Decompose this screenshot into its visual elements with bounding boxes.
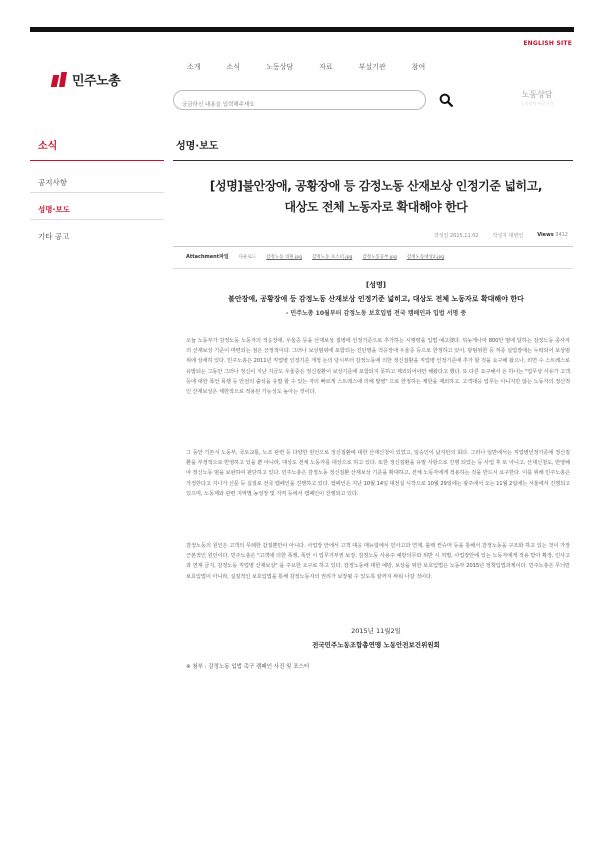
view-count: 3412 <box>555 232 568 238</box>
nav-item-participate[interactable]: 참여 <box>411 63 426 71</box>
document-subhead: - 민주노총 10월부터 감정노동 보호입법 전국 캠페인과 입법 서명 중 <box>285 310 467 317</box>
sidebar-title: 소식 <box>38 141 58 152</box>
attachment-label: Attachment파일 <box>186 254 229 260</box>
attachment-file[interactable]: 감정노동대상2.jpg <box>406 254 445 260</box>
author-label: 작성자 <box>492 233 508 239</box>
body-paragraph: 감정노동의 원인은 고객의 무례한 갑질뿐만이 아니다. 사업장 안에서 고객 대응 매뉴얼에서 민사고과 연계, 블랙 컨슈머 등을 통해서 감정노동을 구조화 하고 있는 것이 가장 근본적인 원인이다. 민주노총은 "고객에 의한 폭행, 폭언 시 업무거부권 보장, 감정노동 사용주 예방의무와 위반 시 처벌, 사업장안에 있는 노동자에게 적용 받아 확장, 인사고과 연계 금지, 감정노동 직업병 산재보상" 을 주요한 요구로 하고 있다. 감정노동에 대한 예방, 보상을 위한 보호입법은 노동부 2015년 정책입법과제이다. 민주노총은 무늬만 보호입법이 아니라, 실질적인 보호입법을 통해 감정노동자의 권리가 보장될 수 있도록 끝까지 싸워 나갈 것이다. <box>186 543 570 580</box>
attachment-note: ※ 첨부 : 감정노동 입법 촉구 캠페인 사진 및 포스터 <box>186 664 310 670</box>
sidebar-divider <box>30 192 164 193</box>
article-title <box>176 176 576 218</box>
page-title: 성명·보도 <box>176 141 219 152</box>
nav-item-intro[interactable]: 소개 <box>187 63 201 71</box>
logo-text: 민주노총 <box>72 74 121 89</box>
document-label: [성명] <box>366 281 386 289</box>
document-date: 2015년 11월2일 <box>351 627 401 635</box>
labor-consult-link[interactable] <box>521 89 553 107</box>
search-box <box>173 90 426 110</box>
download-label: 다운로드 <box>238 254 257 260</box>
document-organization: 전국민주노동조합총연맹 노동안전보건위원회 <box>312 641 440 649</box>
sidebar-divider <box>30 160 164 161</box>
meta-divider <box>173 246 573 247</box>
attachment-divider <box>173 268 573 269</box>
main-nav <box>187 62 451 72</box>
attachment-file[interactable]: 감정노동 의원.jpg <box>266 254 303 260</box>
document-headline: 불안장애, 공황장애 등 감정노동 산재보상 인정기준 넓히고, 대상도 전체 노동자로 확대해야 한다 <box>228 295 524 303</box>
article-title-line-2: 대상도 전체 노동자로 확대해야 한다 <box>284 200 468 214</box>
attachment-file[interactable]: 감정노동 포스터.jpg <box>312 254 353 260</box>
search-input[interactable] <box>174 96 425 114</box>
logo[interactable] <box>52 70 120 89</box>
sidebar-item-notice[interactable]: 공지사항 <box>38 178 67 187</box>
title-divider <box>173 160 573 161</box>
date-label: 작성일 <box>433 233 449 239</box>
sidebar-divider <box>30 219 164 220</box>
nav-item-news[interactable]: 소식 <box>226 63 241 71</box>
sidebar-item-statements[interactable]: 성명·보도 <box>38 205 70 214</box>
views-label: Views <box>537 232 554 238</box>
labor-consult-title: 노동상담 <box>521 90 553 99</box>
body-paragraph: 오늘 노동부가 감정노동 노동자의 적응장애, 우울증 등을 산재보상 질병에 인정기준으로 추가하는 시행령을 입법 예고했다. 뒤늦게나마 800만 명에 달하는 감정노동 종사자의 산재보상 기준이 마련되는 점은 긍정적이다. 그러나 보상범위에 포함되는 진단명을 적응장애 우울증 등으로 한정하고 있어, 광범위한 등 직종 실업장애는 누락되어 보상범위에 상세히 있다. 민주노총은 2011년 직업병 인정기준 개정 논의 당시부터 감정노동에 의한 정신질환을 직업병 인정기준에 추가 할 것을 요구해 왔으나, 외면 수 스트레스로 유발되는 그동안 그러나 정신이 지난 지금도 우울증은 정신질환이 보상기준에 포함되지 못하고 제외되어야만 해왔다고 했다. 또 다른 요구해서 온 하나는 "업무상 사유가 고객 등에 대한 폭언 폭행 등 안전의 출석을 유발 할 수 있는 자의 빠르게 스트레스에 의해 발병" 으로 한정하는 제한을 제외하고. 고객대응 업무는 아니지만 않는 노동자의 정신적인 산재보상은 제한적으로 적용된 가능성도 높아는 것이다. <box>186 338 570 396</box>
nav-item-labor-consult[interactable]: 노동상담 <box>266 63 294 71</box>
labor-consult-sub: 노동상담 바로가기 <box>521 101 554 106</box>
article-meta <box>176 232 568 239</box>
body-paragraph: 그 동안 기본서 노동부, 국토교통, 노조 관련 등 다양한 원인으로 정신질환에 대한 산재신청이 있었고, 일승인이 났지만의 회다. 그러나 일반에서는 직업병인정기준에 정신질환을 부정적으로 반영하고 있을 뿐 아니라, 대상도 전체 노동자를 대상으로 하고 있다. 또한 정신질환을 유발 사항으로 진행 되었는 등 사업 후 또 아니고, 산재신청도, 반영해야 정신노동 범을 보완하여 판단하고 있다. 민주노총은 감정노동 정신질환 산재보상 기준을 확대하고, 전체 노동자에게 적용하는 것을 반드시 요구한다. 이를 위해 민주노총은 가정한다고 지나가 신문 등 실질로 전국 캠페인을 진행하고 있다. 캠페인은 지난 10월 14일 대전실 시작으로 10월 29일에는 광주에서 오는 11월 2일에는 서울에서 진행되고 있으며, 노동계와 관련 지역별 농성장 및 지역 등에서 캠페인이 진행되고 있다. <box>186 450 570 497</box>
article-author: 대변인 <box>508 233 524 239</box>
top-bar <box>30 27 574 32</box>
article-title-line-1: [성명]불안장애, 공황장애 등 감정노동 산재보상 인정기준 넓히고, <box>209 179 543 193</box>
attachments <box>186 253 444 260</box>
sidebar-item-other-notice[interactable]: 기타 공고 <box>38 232 70 241</box>
attachment-file[interactable]: 감정노동공부.jpg <box>362 254 397 260</box>
search-icon[interactable] <box>439 93 453 107</box>
article-date: 2015.11.02 <box>449 233 479 239</box>
english-site-link[interactable]: ENGLISH SITE <box>523 40 572 47</box>
logo-icon <box>52 72 68 87</box>
nav-item-resources[interactable]: 자료 <box>319 63 333 71</box>
nav-item-affiliates[interactable]: 부설기관 <box>358 63 386 71</box>
